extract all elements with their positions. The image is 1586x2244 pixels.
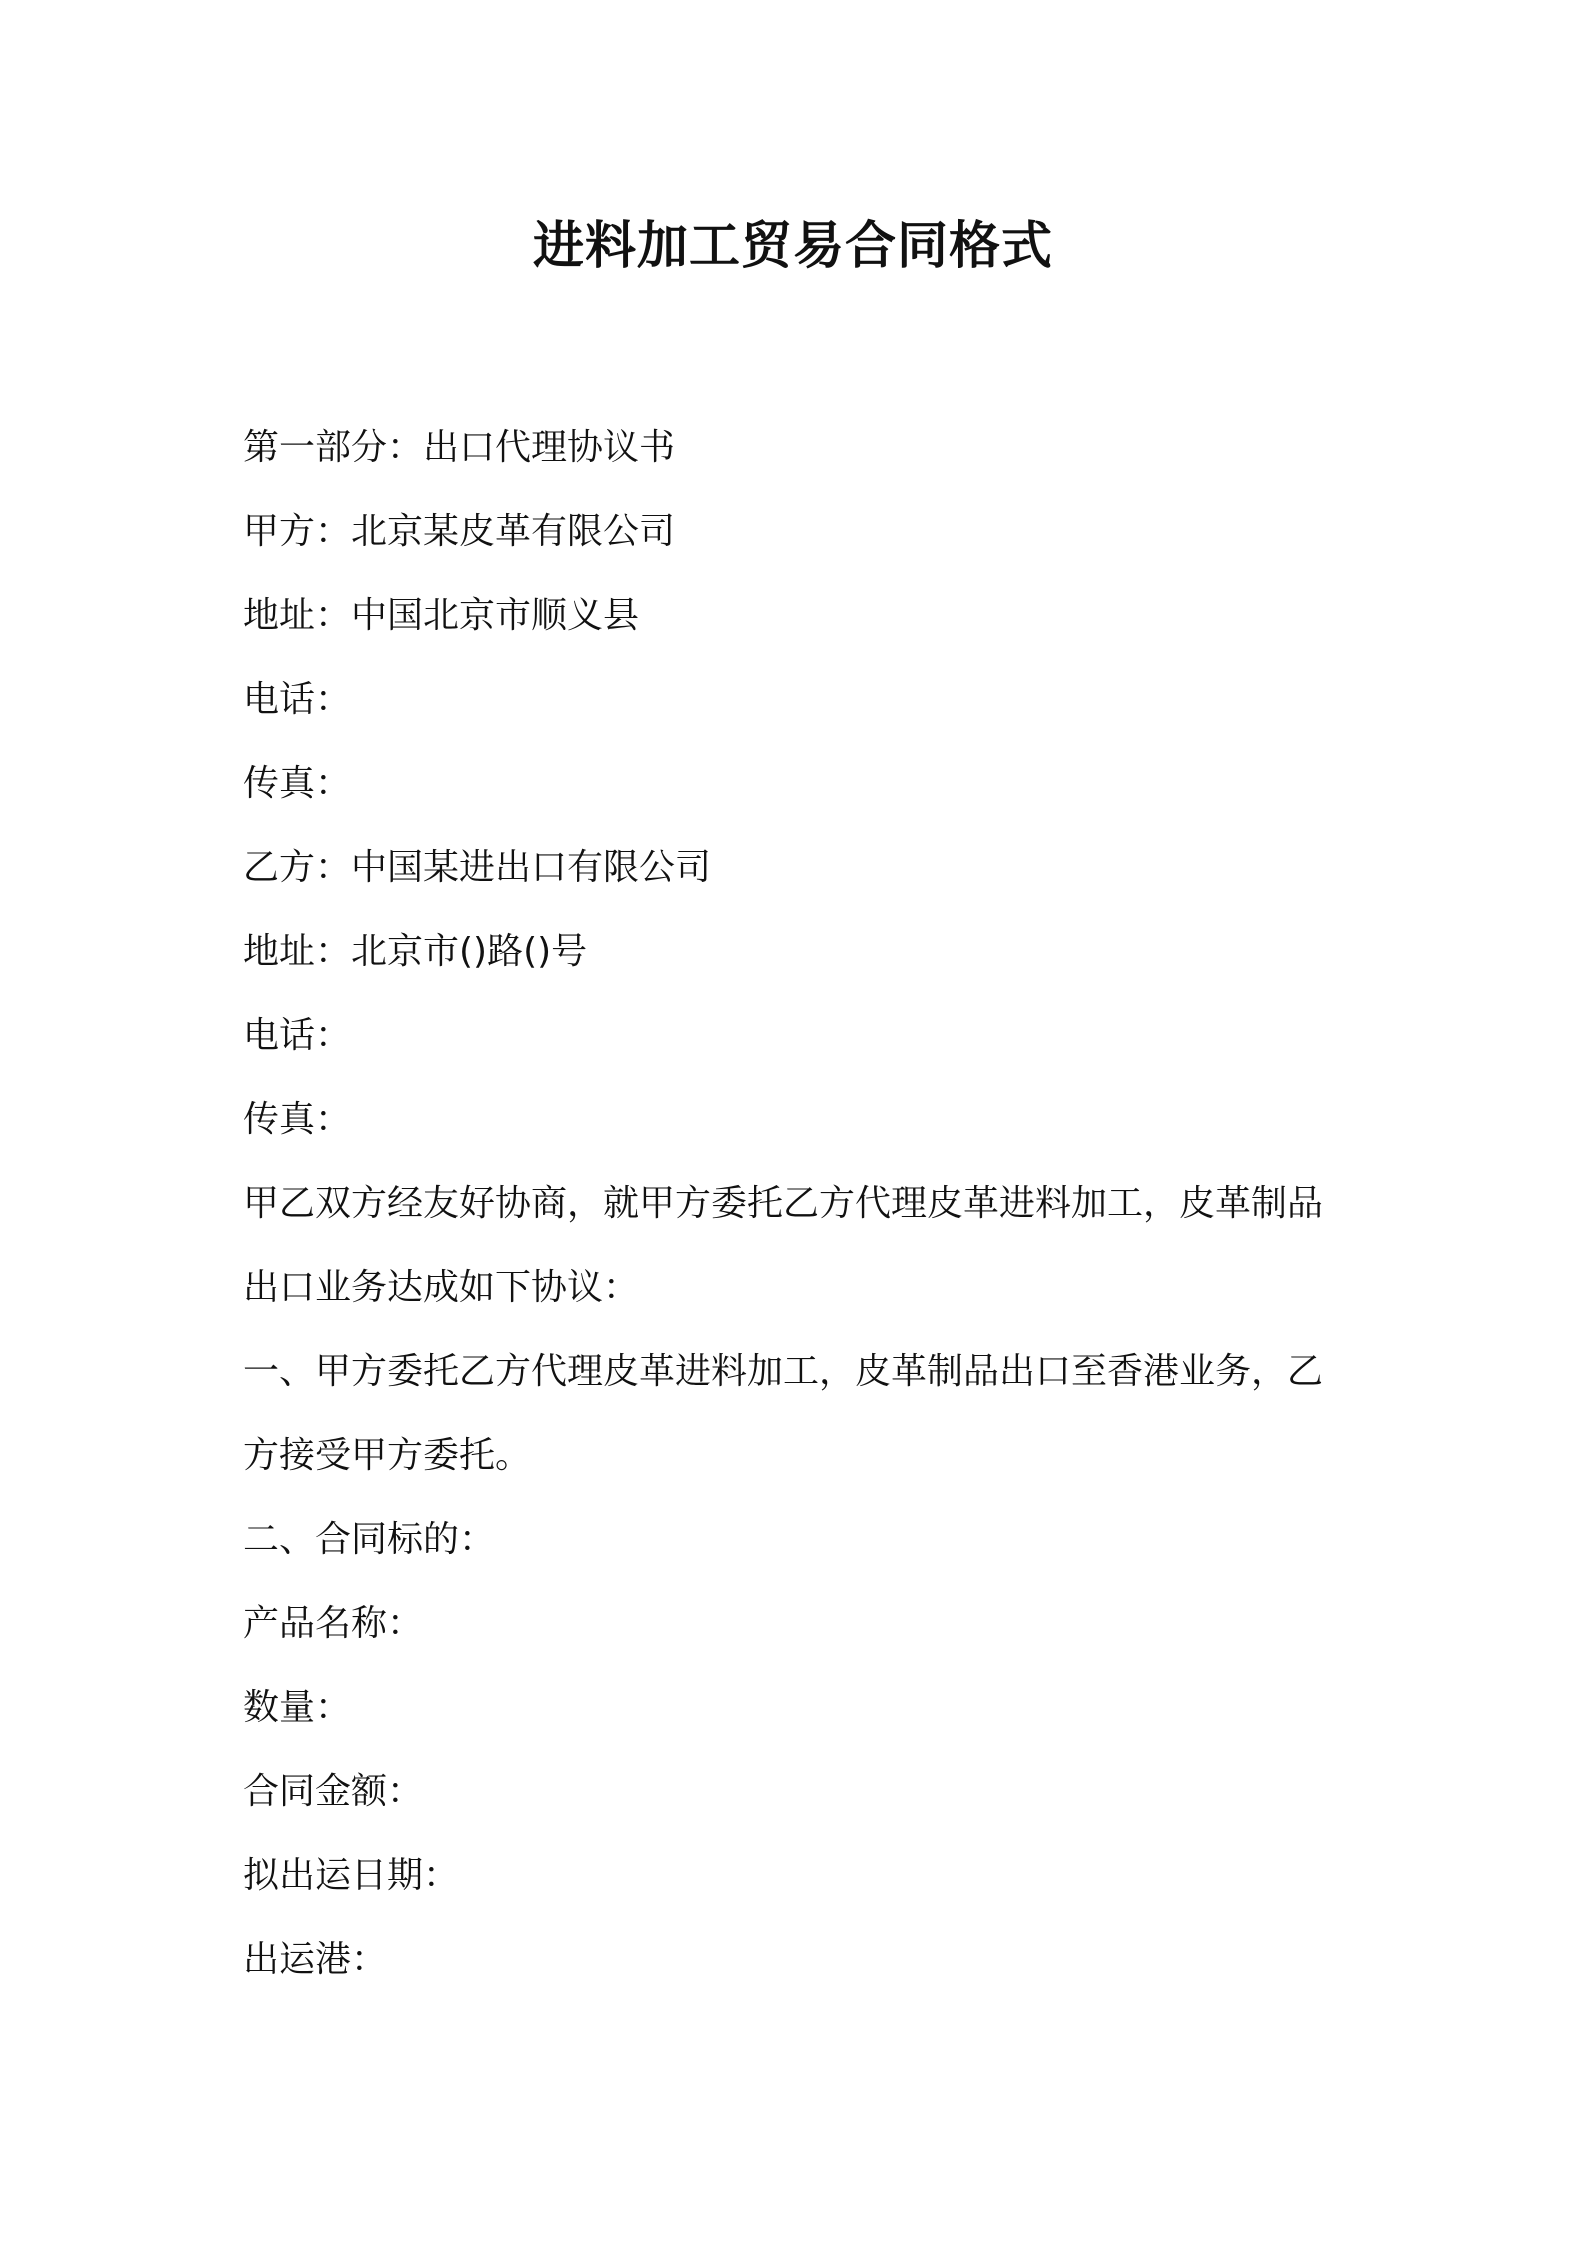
party-a-phone: 电话：	[243, 679, 352, 720]
quantity-field: 数量：	[243, 1687, 352, 1728]
section-heading-part-one: 第一部分：出口代理协议书	[243, 427, 676, 468]
document-title: 进料加工贸易合同格式	[532, 217, 1053, 276]
document-body	[243, 406, 1363, 2002]
port-of-shipment-field: 出运港：	[243, 1939, 388, 1980]
party-b-phone: 电话：	[243, 1015, 352, 1056]
party-b-address: 地址：北京市()路()号	[243, 931, 588, 972]
clause-one-line-1: 一、甲方委托乙方代理皮革进料加工，皮革制品出口至香港业务，乙	[243, 1351, 1324, 1392]
party-b-fax: 传真：	[243, 1099, 352, 1140]
contract-amount-field: 合同金额：	[243, 1771, 424, 1812]
party-a-fax: 传真：	[243, 763, 352, 804]
party-b-name: 乙方：中国某进出口有限公司	[243, 847, 712, 888]
agreement-intro-line-1: 甲乙双方经友好协商，就甲方委托乙方代理皮革进料加工，皮革制品	[243, 1183, 1324, 1224]
party-a-address: 地址：中国北京市顺义县	[243, 595, 640, 636]
party-a-name: 甲方：北京某皮革有限公司	[243, 511, 676, 552]
clause-one-line-2: 方接受甲方委托。	[243, 1435, 532, 1476]
agreement-intro-line-2: 出口业务达成如下协议：	[243, 1267, 640, 1308]
clause-two-heading: 二、合同标的：	[243, 1519, 496, 1560]
planned-shipping-date-field: 拟出运日期：	[243, 1855, 460, 1896]
product-name-field: 产品名称：	[243, 1603, 424, 1644]
